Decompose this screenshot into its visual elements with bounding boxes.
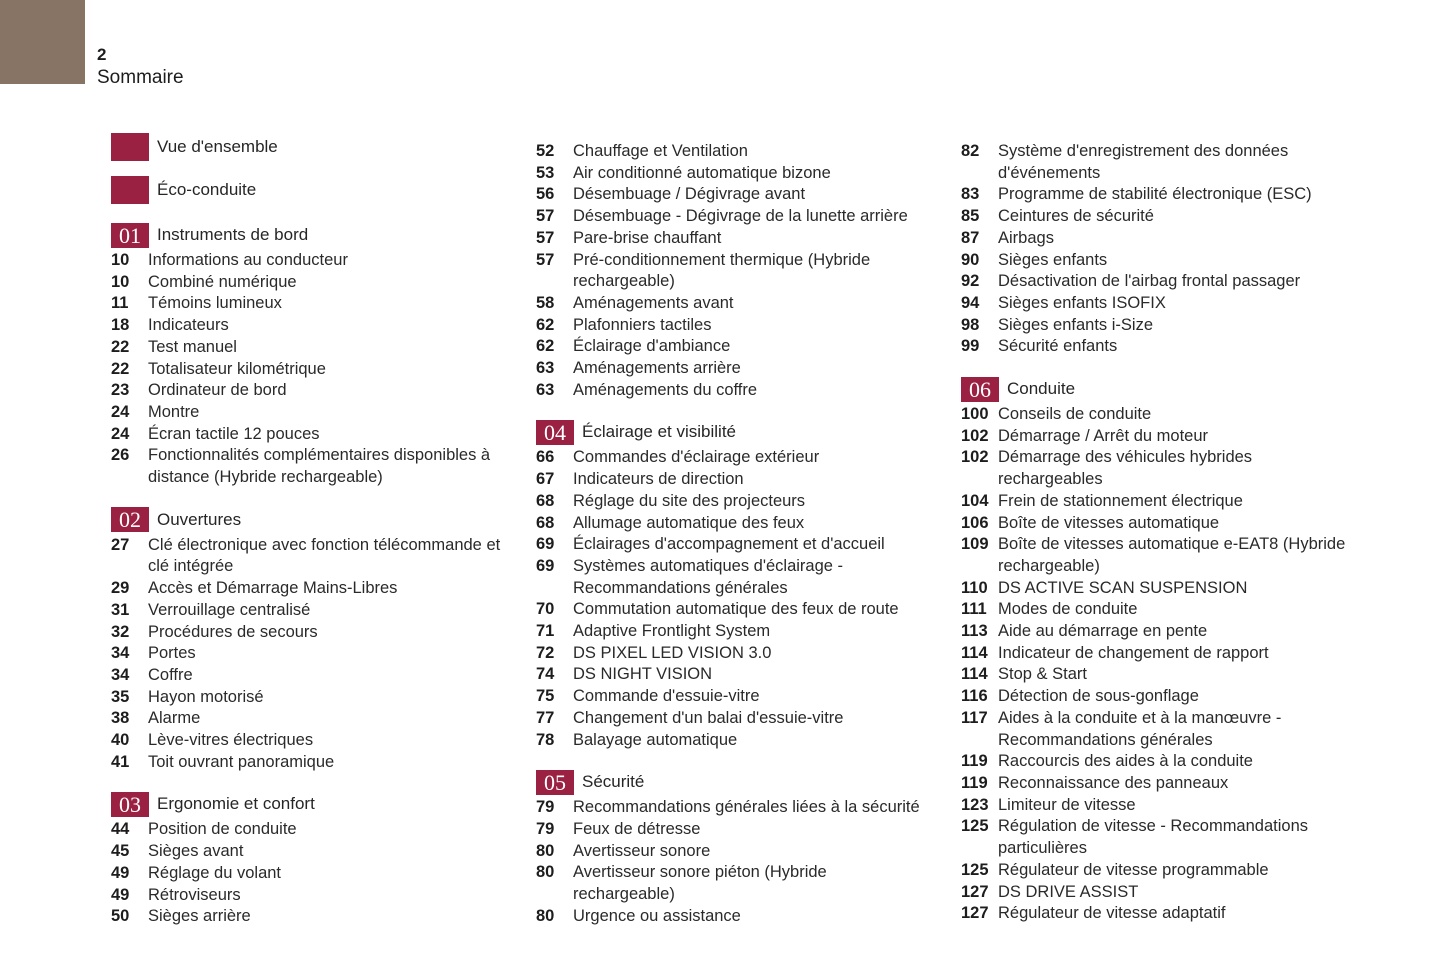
item-page-number: 80 — [536, 863, 555, 882]
item-page-number: 34 — [111, 644, 130, 663]
toc-section-header — [536, 419, 960, 445]
item-label: Système d'enregistrement des données d'événements — [998, 142, 1289, 182]
item-page-number: 22 — [111, 359, 130, 378]
item-label: Régulateur de vitesse programmable — [998, 860, 1269, 879]
item-page-number: 10 — [111, 272, 130, 291]
toc-item — [111, 402, 535, 424]
item-page-number: 24 — [111, 402, 130, 421]
toc-item — [536, 708, 960, 730]
item-page-number: 87 — [961, 228, 980, 247]
toc-item — [536, 643, 960, 665]
item-page-number: 57 — [536, 250, 555, 269]
item-page-number: 62 — [536, 337, 555, 356]
item-label: DS ACTIVE SCAN SUSPENSION — [998, 578, 1248, 597]
item-page-number: 119 — [961, 752, 988, 771]
item-page-number: 32 — [111, 622, 130, 641]
toc-item — [536, 621, 960, 643]
section-badge-icon: 06 — [961, 377, 999, 402]
item-page-number: 72 — [536, 643, 555, 662]
toc-item — [961, 228, 1361, 250]
item-label: Portes — [148, 644, 196, 663]
toc-item — [111, 535, 535, 578]
toc-item — [111, 841, 535, 863]
item-page-number: 79 — [536, 798, 555, 817]
section-title: Éclairage et visibilité — [582, 422, 737, 442]
item-page-number: 106 — [961, 513, 989, 532]
toc-item — [536, 556, 960, 599]
item-label: Reconnaissance des panneaux — [998, 773, 1229, 792]
toc-item — [536, 447, 960, 469]
item-label: Procédures de secours — [148, 622, 318, 641]
toc-item — [536, 862, 960, 905]
item-page-number: 83 — [961, 185, 980, 204]
item-page-number: 75 — [536, 687, 555, 706]
item-page-number: 68 — [536, 491, 555, 510]
item-label: Urgence ou assistance — [573, 906, 741, 925]
toc-item — [536, 513, 960, 535]
item-page-number: 35 — [111, 687, 130, 706]
item-page-number: 110 — [961, 578, 988, 597]
toc-item — [111, 600, 535, 622]
toc-item — [961, 686, 1361, 708]
toc-section-header — [536, 769, 960, 795]
item-label: Lève-vitres électriques — [148, 731, 314, 750]
item-label: Éclairages d'accompagnement et d'accueil — [573, 535, 885, 554]
toc-item — [961, 751, 1361, 773]
toc-item — [111, 687, 535, 709]
item-page-number: 63 — [536, 380, 555, 399]
toc-item — [961, 315, 1361, 337]
toc-column-1 — [111, 133, 535, 928]
toc-item — [111, 863, 535, 885]
item-label: Commandes d'éclairage extérieur — [573, 448, 820, 467]
toc-item — [961, 664, 1361, 686]
item-label: Changement d'un balai d'essuie-vitre — [573, 708, 844, 727]
toc-item — [111, 643, 535, 665]
item-page-number: 119 — [961, 773, 988, 792]
item-page-number: 78 — [536, 730, 555, 749]
toc-item — [961, 621, 1361, 643]
toc-item — [536, 141, 960, 163]
item-label: Indicateurs — [148, 316, 229, 335]
toc-item — [536, 293, 960, 315]
item-page-number: 57 — [536, 207, 555, 226]
item-label: Pare-brise chauffant — [573, 228, 722, 247]
section-title: Vue d'ensemble — [157, 137, 278, 156]
item-label: Balayage automatique — [573, 730, 738, 749]
item-label: Écran tactile 12 pouces — [148, 424, 320, 443]
item-label: Position de conduite — [148, 820, 297, 839]
item-page-number: 102 — [961, 448, 989, 467]
item-page-number: 77 — [536, 708, 555, 727]
toc-item — [536, 797, 960, 819]
section-title: Éco-conduite — [157, 180, 257, 199]
item-page-number: 109 — [961, 535, 989, 554]
item-page-number: 27 — [111, 535, 130, 554]
item-label: Démarrage / Arrêt du moteur — [998, 426, 1209, 445]
item-label: Toit ouvrant panoramique — [148, 752, 335, 771]
item-label: Recommandations générales liées à la sécurité — [573, 798, 920, 817]
toc-item — [111, 293, 535, 315]
page-title: Sommaire — [97, 67, 184, 89]
item-label: Commande d'essuie-vitre — [573, 687, 760, 706]
toc-item — [111, 578, 535, 600]
section-badge-icon: 03 — [111, 792, 149, 817]
toc-item — [111, 819, 535, 841]
item-page-number: 111 — [961, 600, 987, 619]
item-page-number: 70 — [536, 600, 555, 619]
toc-item — [111, 250, 535, 272]
toc-section-header — [111, 133, 535, 161]
item-page-number: 79 — [536, 819, 555, 838]
item-label: Ordinateur de bord — [148, 381, 287, 400]
item-label: Rétroviseurs — [148, 885, 241, 904]
item-page-number: 92 — [961, 272, 980, 291]
item-page-number: 40 — [111, 731, 130, 750]
item-page-number: 18 — [111, 316, 130, 335]
item-label: Réglage du volant — [148, 863, 282, 882]
section-title: Ouvertures — [157, 509, 242, 529]
toc-section-header — [111, 176, 535, 204]
item-label: Chauffage et Ventilation — [573, 142, 748, 160]
toc-item — [961, 271, 1361, 293]
item-page-number: 53 — [536, 163, 555, 182]
toc-item — [536, 819, 960, 841]
toc-item — [111, 752, 535, 774]
toc-item — [111, 315, 535, 337]
item-page-number: 44 — [111, 820, 130, 839]
toc-item — [961, 250, 1361, 272]
item-label: Conseils de conduite — [998, 405, 1152, 424]
item-page-number: 45 — [111, 842, 130, 861]
toc-item — [961, 534, 1361, 577]
item-label: Raccourcis des aides à la conduite — [998, 752, 1253, 771]
toc-item — [536, 358, 960, 380]
toc-item — [111, 424, 535, 446]
toc-item — [961, 773, 1361, 795]
item-page-number: 123 — [961, 795, 989, 814]
item-page-number: 66 — [536, 448, 555, 467]
item-page-number: 69 — [536, 556, 555, 575]
toc-item — [961, 491, 1361, 513]
item-page-number: 22 — [111, 337, 130, 356]
item-page-number: 62 — [536, 315, 555, 334]
toc-item — [111, 906, 535, 928]
item-label: Verrouillage centralisé — [148, 600, 311, 619]
toc-item — [961, 882, 1361, 904]
toc-item — [536, 469, 960, 491]
section-badge-icon: 01 — [111, 223, 149, 248]
item-label: Plafonniers tactiles — [573, 315, 712, 334]
item-page-number: 23 — [111, 381, 130, 400]
toc-item — [111, 380, 535, 402]
toc-item — [536, 730, 960, 752]
item-label: Témoins lumineux — [148, 294, 282, 313]
toc-item — [961, 513, 1361, 535]
page-header — [97, 44, 184, 90]
toc-item — [961, 816, 1361, 859]
item-page-number: 31 — [111, 600, 130, 619]
item-page-number: 127 — [961, 882, 989, 901]
item-label: Indicateurs de direction — [573, 470, 744, 489]
item-page-number: 50 — [111, 907, 130, 926]
toc-item — [961, 599, 1361, 621]
item-label: Programme de stabilité électronique (ESC) — [998, 185, 1312, 204]
toc-item — [961, 447, 1361, 490]
item-label: Allumage automatique des feux — [573, 513, 805, 532]
item-page-number: 98 — [961, 315, 980, 334]
item-page-number: 116 — [961, 687, 988, 706]
item-page-number: 90 — [961, 250, 980, 269]
toc-item — [961, 336, 1361, 358]
toc-item — [961, 141, 1361, 184]
toc-item — [961, 184, 1361, 206]
item-page-number: 80 — [536, 841, 555, 860]
toc-item — [111, 885, 535, 907]
item-label: Avertisseur sonore — [573, 841, 711, 860]
item-page-number: 26 — [111, 446, 130, 465]
corner-tab — [0, 0, 85, 84]
item-page-number: 56 — [536, 185, 555, 204]
item-label: Coffre — [148, 665, 193, 684]
item-label: Aménagements arrière — [573, 359, 741, 378]
item-page-number: 11 — [111, 294, 129, 313]
item-label: Avertisseur sonore piéton (Hybride rechargeable) — [573, 863, 827, 904]
item-label: Accès et Démarrage Mains-Libres — [148, 579, 398, 598]
section-badge-icon: 05 — [536, 770, 574, 795]
item-page-number: 29 — [111, 579, 130, 598]
item-page-number: 125 — [961, 860, 989, 879]
item-page-number: 63 — [536, 359, 555, 378]
item-page-number: 99 — [961, 337, 980, 356]
item-page-number: 114 — [961, 665, 988, 684]
item-label: Éclairage d'ambiance — [573, 337, 731, 356]
item-label: Sièges arrière — [148, 907, 251, 926]
toc-item — [536, 906, 960, 928]
toc-item — [961, 426, 1361, 448]
item-page-number: 24 — [111, 424, 130, 443]
toc-item — [961, 643, 1361, 665]
item-label: Hayon motorisé — [148, 687, 264, 706]
toc-item — [536, 228, 960, 250]
item-page-number: 10 — [111, 251, 130, 269]
item-label: Informations au conducteur — [148, 251, 348, 269]
toc-item — [961, 404, 1361, 426]
item-page-number: 127 — [961, 904, 989, 923]
item-label: Air conditionné automatique bizone — [573, 163, 831, 182]
item-label: Sièges enfants — [998, 250, 1108, 269]
item-label: Airbags — [998, 228, 1054, 247]
toc-item — [536, 206, 960, 228]
toc-item — [961, 795, 1361, 817]
item-page-number: 104 — [961, 491, 989, 510]
item-label: Boîte de vitesses automatique — [998, 513, 1220, 532]
item-page-number: 68 — [536, 513, 555, 532]
item-label: Systèmes automatiques d'éclairage - Recommandations générales — [573, 556, 844, 597]
toc-item — [111, 665, 535, 687]
toc-item — [111, 445, 535, 488]
toc-item — [536, 163, 960, 185]
section-title: Instruments de bord — [157, 225, 309, 244]
toc-item — [961, 206, 1361, 228]
item-label: Aménagements avant — [573, 293, 734, 312]
item-label: DS PIXEL LED VISION 3.0 — [573, 643, 772, 662]
toc-item — [111, 708, 535, 730]
item-label: DS NIGHT VISION — [573, 665, 713, 684]
toc-item — [536, 491, 960, 513]
item-page-number: 117 — [961, 708, 988, 727]
item-label: Sièges avant — [148, 842, 244, 861]
toc-item — [536, 686, 960, 708]
item-label: Adaptive Frontlight System — [573, 622, 771, 641]
item-label: Indicateur de changement de rapport — [998, 643, 1269, 662]
toc-column-2 — [536, 133, 960, 928]
item-page-number: 49 — [111, 863, 130, 882]
item-label: Réglage du site des projecteurs — [573, 491, 806, 510]
item-label: Commutation automatique des feux de route — [573, 600, 899, 619]
section-badge-icon — [111, 133, 149, 161]
item-label: Régulateur de vitesse adaptatif — [998, 904, 1226, 923]
item-label: Aides à la conduite et à la manœuvre - Recommandations générales — [998, 708, 1282, 749]
toc-item — [961, 578, 1361, 600]
toc-section-header — [111, 507, 535, 533]
item-page-number: 100 — [961, 405, 989, 424]
item-page-number: 85 — [961, 207, 980, 226]
item-label: Modes de conduite — [998, 600, 1138, 619]
toc-item — [536, 534, 960, 556]
item-page-number: 74 — [536, 665, 555, 684]
page-number: 2 — [97, 45, 107, 64]
item-label: Clé électronique avec fonction télécommande et clé intégrée — [148, 535, 501, 576]
item-page-number: 114 — [961, 643, 988, 662]
item-label: Sièges enfants i-Size — [998, 315, 1154, 334]
toc-item — [961, 860, 1361, 882]
item-page-number: 71 — [536, 622, 555, 641]
item-page-number: 102 — [961, 426, 989, 445]
item-page-number: 57 — [536, 228, 555, 247]
toc-item — [111, 622, 535, 644]
toc-item — [111, 337, 535, 359]
item-label: Démarrage des véhicules hybrides rechargeables — [998, 448, 1253, 489]
item-label: Sièges enfants ISOFIX — [998, 293, 1166, 312]
item-label: Désembuage - Dégivrage de la lunette arrière — [573, 207, 908, 226]
toc-column-3 — [961, 133, 1361, 925]
item-label: DS DRIVE ASSIST — [998, 882, 1139, 901]
item-label: Sécurité enfants — [998, 337, 1118, 356]
item-page-number: 82 — [961, 142, 980, 160]
item-label: Limiteur de vitesse — [998, 795, 1136, 814]
toc-item — [536, 336, 960, 358]
item-page-number: 58 — [536, 293, 555, 312]
item-label: Alarme — [148, 709, 201, 728]
section-title: Ergonomie et confort — [157, 794, 315, 814]
item-page-number: 113 — [961, 622, 988, 641]
item-page-number: 69 — [536, 535, 555, 554]
item-label: Ceintures de sécurité — [998, 207, 1154, 226]
toc-section-header — [111, 791, 535, 817]
item-label: Test manuel — [148, 337, 237, 356]
toc-section-header — [961, 376, 1361, 402]
item-page-number: 94 — [961, 293, 980, 312]
toc-item — [111, 272, 535, 294]
item-page-number: 49 — [111, 885, 130, 904]
section-badge-icon: 04 — [536, 420, 574, 445]
toc-item — [536, 184, 960, 206]
item-label: Désactivation de l'airbag frontal passager — [998, 272, 1301, 291]
item-label: Boîte de vitesses automatique e-EAT8 (Hybride rechargeable) — [998, 535, 1346, 575]
toc-item — [536, 664, 960, 686]
item-label: Montre — [148, 402, 200, 421]
toc-item — [536, 599, 960, 621]
section-title: Conduite — [1007, 379, 1076, 399]
item-label: Combiné numérique — [148, 272, 297, 291]
item-label: Feux de détresse — [573, 819, 701, 838]
toc-item — [536, 250, 960, 293]
section-badge-icon: 02 — [111, 507, 149, 532]
item-label: Régulation de vitesse - Recommandations particulières — [998, 817, 1308, 858]
item-label: Stop & Start — [998, 665, 1087, 684]
item-page-number: 80 — [536, 906, 555, 925]
item-label: Détection de sous-gonflage — [998, 687, 1199, 706]
toc-item — [536, 315, 960, 337]
section-badge-icon — [111, 176, 149, 204]
toc-item — [961, 708, 1361, 751]
toc-item — [536, 380, 960, 402]
toc-item — [111, 359, 535, 381]
toc-section-header — [111, 222, 535, 248]
item-label: Frein de stationnement électrique — [998, 491, 1243, 510]
item-label: Aménagements du coffre — [573, 380, 758, 399]
item-label: Désembuage / Dégivrage avant — [573, 185, 806, 204]
item-page-number: 41 — [111, 752, 130, 771]
item-page-number: 34 — [111, 665, 130, 684]
toc-item — [111, 730, 535, 752]
item-label: Aide au démarrage en pente — [998, 622, 1208, 641]
section-title: Sécurité — [582, 772, 645, 792]
item-label: Fonctionnalités complémentaires disponibles à distance (Hybride rechargeable) — [148, 446, 491, 487]
toc-item — [536, 841, 960, 863]
toc-item — [961, 293, 1361, 315]
item-page-number: 67 — [536, 470, 555, 489]
item-label: Totalisateur kilométrique — [148, 359, 326, 378]
toc-item — [961, 903, 1361, 925]
item-page-number: 52 — [536, 142, 555, 160]
item-label: Pré-conditionnement thermique (Hybride rechargeable) — [573, 250, 871, 291]
item-page-number: 125 — [961, 817, 989, 836]
item-page-number: 38 — [111, 709, 130, 728]
